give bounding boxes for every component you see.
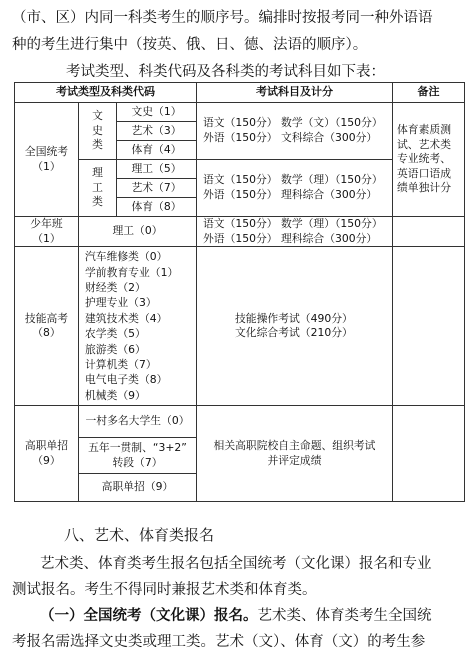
jineng-note xyxy=(393,247,465,406)
intro-line-1: （市、区）内同一科类考生的顺序号。编排时按报考同一种外语语 xyxy=(12,10,433,26)
list-item: 汽车维修类（0） xyxy=(85,250,168,264)
list-item: 护理专业（3） xyxy=(85,296,157,310)
gaozhi-subjects: 相关高职院校自主命题、组织考试 并评定成绩 xyxy=(197,406,393,502)
section-p1-line1: 艺术类、体育类考生报名包括全国统考（文化课）报名和专业 xyxy=(40,556,432,572)
list-item: 学前教育专业（1） xyxy=(85,265,179,279)
list-item: 计算机类（7） xyxy=(85,357,157,371)
header-note: 备注 xyxy=(393,83,465,103)
table-row xyxy=(15,103,465,122)
intro-line-3: 考试类型、科类代码及各科类的考试科目如下表： xyxy=(66,64,385,80)
gaozhi-label: 高职单招 （9） xyxy=(15,406,79,502)
table-row xyxy=(15,247,465,406)
ligong-subjects: 语文（150分） 数学（理）（150分） 外语（150分） 理科综合（300分） xyxy=(197,160,393,217)
wenshi-item: 文史（1） xyxy=(117,103,197,122)
intro-line-2: 种的考生进行集中（按英、俄、日、德、法语的顺序）。 xyxy=(12,37,368,53)
ligong-label: 理 工 类 xyxy=(79,160,117,217)
table-row xyxy=(15,217,465,247)
list-item: 建筑技术类（4） xyxy=(85,311,168,325)
wenshi-item: 艺术（3） xyxy=(117,122,197,141)
exam-subjects-table xyxy=(14,82,465,502)
ligong-item: 理工（5） xyxy=(117,160,197,179)
gaozhi-item: 五年一贯制、“3+2” 转段（7） xyxy=(79,438,197,474)
shaonian-subjects: 语文（150分） 数学（理）（150分） 外语（150分） 理科综合（300分） xyxy=(197,217,393,247)
wenshi-item: 体育（4） xyxy=(117,141,197,160)
section-p2-bold: （一）全国统考（文化课）报名。 xyxy=(40,608,258,624)
quantong-note: 体育素质测试、艺术类专业统考、英语口语成绩单独计分 xyxy=(393,103,465,217)
list-item: 财经类（2） xyxy=(85,280,146,294)
ligong-item: 艺术（7） xyxy=(117,179,197,198)
section-p2-rest: 艺术类、体育类考生全国统 xyxy=(257,608,432,624)
section-p1-line2: 测试报名。考生不得同时兼报艺术类和体育类。 xyxy=(12,582,317,598)
gaozhi-note xyxy=(393,406,465,502)
wenshi-label: 文 史 类 xyxy=(79,103,117,160)
header-exam-type: 考试类型及科类代码 xyxy=(15,83,197,103)
table-header-row xyxy=(15,83,465,103)
section-p2-line2: 考报名需选择文史类或理工类。艺术（文）、体育（文）的考生参 xyxy=(12,634,426,650)
wenshi-subjects: 语文（150分） 数学（文）（150分） 外语（150分） 文科综合（300分） xyxy=(197,103,393,160)
header-subjects: 考试科目及计分 xyxy=(197,83,393,103)
list-item: 农学类（5） xyxy=(85,327,146,341)
jineng-label: 技能高考 （8） xyxy=(15,247,79,406)
quantong-label: 全国统考 （1） xyxy=(15,103,79,217)
jineng-items xyxy=(79,247,197,406)
list-item: 电气电子类（8） xyxy=(85,373,168,387)
ligong-item: 体育（8） xyxy=(117,198,197,217)
section-heading: 八、艺术、体育类报名 xyxy=(64,526,215,544)
list-item: 旅游类（6） xyxy=(85,342,146,356)
gaozhi-item: 一村多名大学生（0） xyxy=(79,406,197,438)
section-p2-line1 xyxy=(40,604,475,625)
shaonian-label: 少年班 （1） xyxy=(15,217,79,247)
list-item: 机械类（9） xyxy=(85,388,146,402)
table-row xyxy=(15,406,465,438)
shaonian-item: 理工（0） xyxy=(79,217,197,247)
jineng-subjects: 技能操作考试（490分） 文化综合考试（210分） xyxy=(197,247,393,406)
shaonian-note xyxy=(393,217,465,247)
gaozhi-item: 高职单招（9） xyxy=(79,474,197,502)
